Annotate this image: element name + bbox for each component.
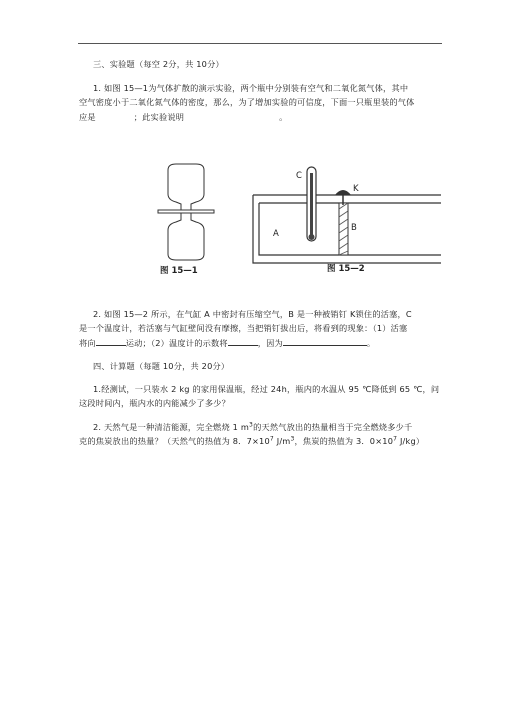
figure1-caption: 图 15—1	[160, 266, 198, 276]
q2-blank-direction[interactable]	[96, 336, 126, 346]
calc-q2-line2-b: J/m	[273, 436, 291, 446]
section4-heading: 四、计算题（每题 10分，共 20分）	[93, 361, 230, 371]
calc-q2-line2-sup1: 7	[269, 435, 274, 443]
q1-blank-conclusion[interactable]	[184, 110, 279, 120]
figure2-caption: 图 15—2	[327, 264, 365, 274]
top-bottle	[168, 164, 204, 210]
thermometer	[307, 167, 316, 241]
q2-line3-a: 将向	[79, 338, 96, 348]
q1-line3-a: 应是	[79, 112, 96, 122]
q1-line3-b: ；此实验说明	[133, 112, 185, 122]
q1-line2: 空气密度小于二氧化氮气体的密度，那么，为了增加实验的可信度，下面一只瓶里装的气体	[79, 97, 415, 107]
header-rule	[78, 43, 442, 44]
label-k: K	[353, 184, 359, 194]
calc-q1-line2: 这段时间内，瓶内水的内能减少了多少？	[79, 398, 230, 408]
q1-line3	[79, 110, 288, 124]
calc-q2-line2-c: ，焦炭的热值为 3．0×10	[294, 436, 394, 446]
q1-line1: 1. 如图 15—1为气体扩散的演示实验，两个瓶中分别装有空气和二氧化氮气体，其中	[93, 83, 409, 93]
bottom-bottle	[168, 213, 204, 260]
calc-q2-line1-sup: 3	[249, 421, 254, 429]
figure-15-2	[253, 165, 443, 275]
label-c: C	[296, 171, 303, 181]
q2-line3-d: 。	[366, 338, 376, 348]
calc-q1-line1: 1.经测试，一只装水 2 kg 的家用保温瓶，经过 24h，瓶内的水温从 95 ℃降低到 65 ℃，问	[93, 384, 440, 394]
q1-line3-c: 。	[279, 112, 288, 122]
q2-blank-reason[interactable]	[283, 336, 367, 346]
calc-q2-line1	[93, 421, 412, 434]
calc-q2-line2-sup3: 7	[393, 435, 398, 443]
calc-q2-line2	[79, 435, 424, 448]
piston	[339, 203, 348, 255]
calc-q2-line1-a: 2. 天然气是一种清洁能源，完全燃烧 1 m	[93, 422, 250, 432]
section3-heading: 三、实验题（每空 2分，共 10分）	[93, 59, 224, 69]
calc-q2-line2-a: 克的焦炭放出的热量？（天然气的热值为 8．7×10	[79, 436, 270, 446]
q1-blank-gas[interactable]	[96, 110, 134, 120]
calc-q2-line1-b: 的天然气放出的热量相当于完全燃烧多少千	[253, 422, 413, 432]
q2-line3-b: 运动；（2）温度计的示数将	[125, 338, 228, 348]
q2-blank-reading[interactable]	[228, 336, 258, 346]
calc-q2-line2-d: J/kg）	[397, 436, 425, 446]
q2-line3	[79, 336, 375, 350]
q2-line2: 是一个温度计，若活塞与气缸壁间没有摩擦，当把销钉拔出后，将看到的现象：（1）活塞	[79, 323, 408, 333]
calc-q2-line2-sup2: 3	[290, 435, 295, 443]
label-a: A	[273, 229, 280, 239]
figure-15-1	[150, 160, 230, 280]
q2-line1: 2. 如图 15—2 所示，在气缸 A 中密封有压缩空气，B 是一种被销钉 K锁住的活塞，C	[93, 309, 412, 319]
label-b: B	[351, 223, 358, 233]
q2-line3-c: ，因为	[257, 338, 283, 348]
